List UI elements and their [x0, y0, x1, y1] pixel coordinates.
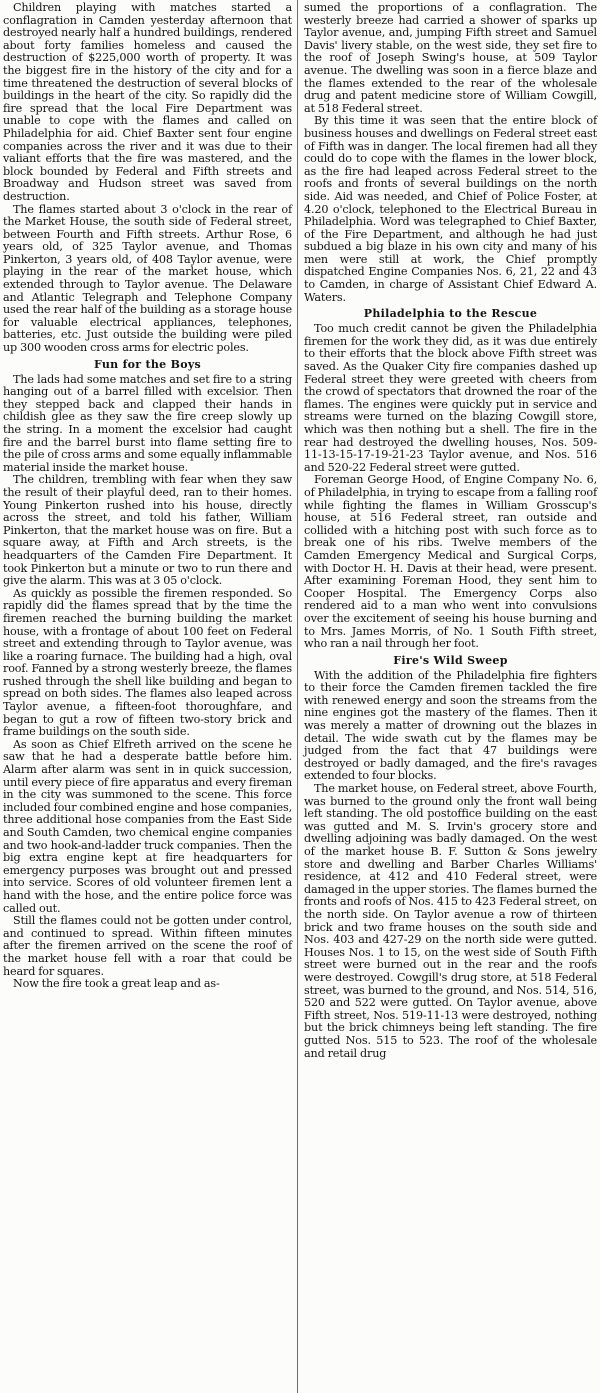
left-column — [3, 2, 292, 991]
subheading-fires-wild-sweep: Fire's Wild Sweep — [393, 653, 508, 667]
paragraph: The flames started about 3 o'clock in the rear of the Market House, the south side of Federal street, between Fourth and Fifth streets. Arthur Rose, 6 years old, of 325 Taylor avenue, and Thomas Pinkerton, 3 years old, of 408 Taylor avenue, were playing in the rear of the market house, which extended through to Taylor avenue. The Delaware and Atlantic Telegraph and Telephone Company used the rear half of the building as a storage house for valuable electrical appliances, telephones, batteries, etc. Just outside the building were piled up 300 wooden cross arms for electric poles. — [3, 202, 292, 355]
paragraph: Foreman George Hood, of Engine Company No. 6, of Philadelphia, in trying to escape from a falling roof while fighting the flames in William Grosscup's house, at 516 Federal street, ran outside and collided with a hitching post with such force as to break one of his ribs. Twelve members of the Camden Emergency Medical and Surgical Corps, with Doctor H. H. Davis at their head, were present. After examining Foreman Hood, they sent him to Cooper Hospital. The Emergency Corps also rendered aid to a man who went into convulsions over the excitement of seeing his house burning and to Mrs. James Morris, of No. 1 South Fifth street, who ran a nail through her foot. — [304, 473, 597, 651]
paragraph: As quickly as possible the firemen responded. So rapidly did the flames spread that by the time the firemen reached the burning building the market house, with a frontage of about 100 feet on Federal street and extending through to Taylor avenue, was like a roaring furnace. The building had a high, oval roof. Fanned by a strong westerly breeze, the flames rushed through the shell like building and began to spread on both sides. The flames also leaped across Taylor avenue, a fifteen-foot thoroughfare, and began to gut a row of fifteen two-story brick and frame buildings on the south side. — [3, 586, 292, 739]
paragraph: The children, trembling with fear when they saw the result of their playful deed, ran to their homes. Young Pinkerton rushed into his house, directly across the street, and told his father, William Pinkerton, that the market house was on fire. But a square away, at Fifth and Arch streets, is the headquarters of the Camden Fire Department. It took Pinkerton but a minute or two to run there and give the alarm. This was at 3 05 o'clock. — [3, 473, 292, 588]
paragraph: Still the flames could not be gotten under control, and continued to spread. Within fifteen minutes after the firemen arrived on the scene the roof of the market house fell with a roar that could be heard for squares. — [3, 914, 292, 978]
paragraph: By this time it was seen that the entire block of business houses and dwellings on Federal street east of Fifth was in danger. The local firemen had all they could do to cope with the flames in the lower block, as the fire had leaped across Federal street to the roofs and fronts of several buildings on the north side. Aid was needed, and Chief of Police Foster, at 4.20 o'clock, telephoned to the Electrical Bureau in Philadelphia. Word was telegraphed to Chief Baxter, of the Fire Department, and although he had just subdued a big blaze in his own city and many of his men were still at work, the Chief promptly dispatched Engine Companies Nos. 6, 21, 22 and 43 to Camden, in charge of Assistant Chief Edward A. Waters. — [304, 114, 597, 304]
paragraph: As soon as Chief Elfreth arrived on the scene he saw that he had a desperate battle before him. Alarm after alarm was sent in in quick succession, until every piece of fire apparatus and every fireman in the city was summoned to the scene. This force included four combined engine and hose companies, three additional hose companies from the East Side and South Camden, two chemical engine companies and two hook-and-ladder truck companies. Then the big extra engine kept at fire headquarters for emergency purposes was brought out and pressed into service. Scores of old volunteer firemen lent a hand with the hose, and the entire police force was called out. — [3, 737, 293, 915]
paragraph: Now the fire took a great leap and as- — [13, 977, 220, 991]
paragraph: Too much credit cannot be given the Philadelphia firemen for the work they did, as it was due entirely to their efforts that the block above Fifth street was saved. As the Quaker City fire companies dashed up Federal street they were greeted with cheers from the crowd of spectators that drowned the roar of the flames. The engines were quickly put in service and streams were turned on the blazing Cowgill store, which was then nothing but a shell. The fire in the rear had destroyed the dwelling houses, Nos. 509-11-13-15-17-19-21-23 Taylor avenue, and Nos. 516 and 520-22 Federal street were gutted. — [304, 322, 597, 474]
paragraph: Children playing with matches started a conflagration in Camden yesterday afternoon that destroyed nearly half a hundred buildings, rendered about forty families homeless and caused the destruction of $225,000 worth of property. It was the biggest fire in the history of the city and for a time threatened the destruction of several blocks of buildings in the heart of the city. So rapidly did the fire spread that the local Fire Department was unable to cope with the flames and called on Philadelphia for aid. Chief Baxter sent four engine companies across the river and it was due to their valiant efforts that the fire was mastered, and the block bounded by Federal and Fifth streets and Broadway and Hudson street was saved from destruction. — [3, 1, 292, 203]
right-column — [304, 2, 597, 1060]
subheading-philadelphia-to-the-rescue: Philadelphia to the Rescue — [363, 307, 538, 321]
subheading-fun-for-the-boys: Fun for the Boys — [93, 357, 202, 371]
column-rule — [297, 0, 298, 1393]
paragraph: The lads had some matches and set fire to a string hanging out of a barrel filled with excelsior. Then they stepped back and clapped their hands in childish glee as they saw the fire creep slowly up the string. In a moment the excelsior had caught fire and the barrel burst into flame setting fire to the pile of cross arms and some equally inflammable material inside the market house. — [3, 372, 292, 474]
paragraph: The market house, on Federal street, above Fourth, was burned to the ground only the front wall being left standing. The old postoffice building on the east was gutted and M. S. Irvin's grocery store and dwelling adjoining was badly damaged. On the west of the market house B. F. Sutton & Sons jewelry store and dwelling and Barber Charles Williams' residence, at 412 and 410 Federal street, were damaged in the upper stories. The flames burned the fronts and roofs of Nos. 415 to 423 Federal street, on the north side. On Taylor avenue a row of thirteen brick and two frame houses on the south side and Nos. 403 and 427-29 on the north side were gutted. Houses Nos. 1 to 15, on the west side of South Fifth street were burned out in the rear and the roofs were destroyed. Cowgill's drug store, at 518 Federal street, was burned to the ground, and Nos. 514, 516, 520 and 522 were gutted. On Taylor avenue, above Fifth street, Nos. 519-11-13 were destroyed, nothing but the brick chimneys being left standing. The fire gutted Nos. 515 to 523. The roof of the wholesale and retail drug — [304, 782, 597, 1060]
paragraph: sumed the proportions of a conflagration. The westerly breeze had carried a shower of sparks up Taylor avenue, and, jumping Fifth street and Samuel Davis' livery stable, on the west side, they set fire to the roof of Joseph Swing's house, at 509 Taylor avenue. The dwelling was soon in a fierce blaze and the flames extended to the rear of the wholesale drug and patent medicine store of William Cowgill, at 518 Federal street. — [304, 1, 597, 115]
paragraph: With the addition of the Philadelphia fire fighters to their force the Camden firemen tackled the fire with renewed energy and soon the streams from the nine engines got the mastery of the flames. Then it was merely a matter of drowning out the blazes in detail. The wide swath cut by the flames may be judged from the fact that 47 buildings were destroyed or badly damaged, and the fire's ravages extended to four blocks. — [304, 668, 597, 783]
